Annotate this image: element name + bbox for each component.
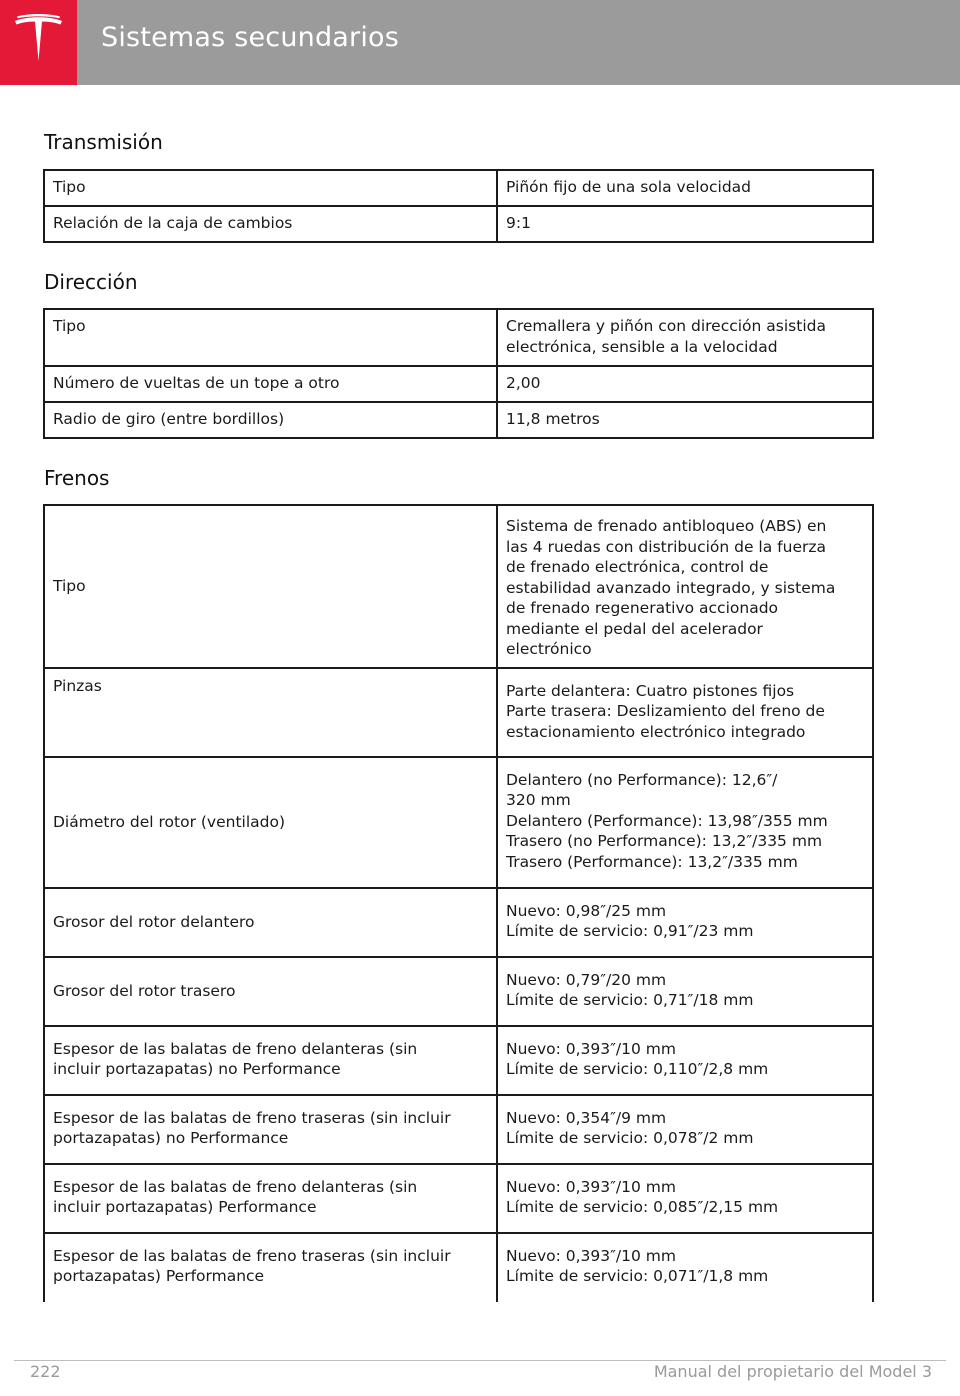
spec-value-line: 2,00 (506, 374, 541, 392)
spec-value-line: de frenado regenerativo accionado (506, 599, 779, 617)
table-row (44, 402, 873, 438)
spec-value-line: Límite de servicio: 0,110″/2,8 mm (506, 1060, 769, 1078)
spec-value-line: Trasero (Performance): 13,2″/335 mm (506, 852, 798, 871)
spec-label: Tipo (44, 309, 497, 366)
spec-label (44, 1026, 497, 1095)
spec-value-line: 9:1 (506, 213, 531, 232)
spec-value-line: Nuevo: 0,393″/10 mm (506, 1039, 676, 1058)
page-header (0, 0, 960, 85)
table-row (44, 366, 873, 402)
section-title-transmission: Transmisión (44, 130, 163, 154)
section-title-steering: Dirección (44, 270, 138, 294)
spec-value (497, 402, 873, 438)
spec-value (497, 170, 873, 206)
spec-label: Diámetro del rotor (ventilado) (44, 757, 497, 888)
spec-label-line: portazapatas) no Performance (53, 1129, 289, 1147)
spec-value (497, 1164, 873, 1233)
brakes-table (43, 504, 874, 1302)
spec-label (44, 1095, 497, 1164)
brand-logo-box (0, 0, 77, 85)
table-row (44, 309, 873, 366)
spec-value-line: Límite de servicio: 0,71″/18 mm (506, 991, 754, 1009)
spec-value-line: Delantero (Performance): 13,98″/355 mm (506, 811, 828, 830)
table-row (44, 1164, 873, 1233)
page-title: Sistemas secundarios (101, 22, 400, 53)
spec-value (497, 957, 873, 1026)
spec-value-line: 11,8 metros (506, 410, 600, 428)
spec-value (497, 206, 873, 242)
spec-value-line: Nuevo: 0,354″/9 mm (506, 1108, 667, 1127)
spec-value-line: Sistema de frenado antibloqueo (ABS) en (506, 517, 827, 535)
spec-value-line: estacionamiento electrónico integrado (506, 722, 806, 741)
spec-value (497, 1233, 873, 1302)
spec-value-line: Parte trasera: Deslizamiento del freno de (506, 702, 825, 720)
spec-value-line: electrónica, sensible a la velocidad (506, 337, 778, 356)
table-row (44, 888, 873, 957)
spec-label-line: Espesor de las balatas de freno traseras (sin incluir (53, 1108, 451, 1127)
spec-label: Tipo (44, 170, 497, 206)
spec-value-line: 320 mm (506, 791, 571, 809)
page-number: 222 (30, 1362, 61, 1381)
spec-value-line: mediante el pedal del acelerador (506, 619, 763, 638)
footer-divider (14, 1360, 946, 1361)
table-row (44, 668, 873, 757)
table-row (44, 1026, 873, 1095)
spec-value-line: Cremallera y piñón con dirección asistida (506, 317, 826, 335)
spec-label: Pinzas (44, 668, 497, 757)
spec-value-line: Delantero (no Performance): 12,6″/ (506, 770, 778, 789)
spec-label (44, 1233, 497, 1302)
spec-value-line: electrónico (506, 640, 592, 658)
spec-value (497, 1095, 873, 1164)
table-row (44, 1095, 873, 1164)
spec-label: Grosor del rotor delantero (44, 888, 497, 957)
spec-label-line: portazapatas) Performance (53, 1267, 265, 1285)
spec-label: Radio de giro (entre bordillos) (44, 402, 497, 438)
spec-value-line: Parte delantera: Cuatro pistones fijos (506, 681, 795, 700)
spec-value-line: Límite de servicio: 0,085″/2,15 mm (506, 1198, 779, 1216)
table-row (44, 505, 873, 668)
spec-value-line: Trasero (no Performance): 13,2″/335 mm (506, 832, 823, 850)
spec-value (497, 309, 873, 366)
tesla-logo-icon (12, 14, 65, 70)
transmission-table (43, 169, 874, 243)
spec-label (44, 1164, 497, 1233)
spec-label-line: Espesor de las balatas de freno delanteras (sin (53, 1177, 418, 1196)
spec-value (497, 757, 873, 888)
spec-label-line: incluir portazapatas) Performance (53, 1198, 317, 1216)
spec-value-line: Nuevo: 0,98″/25 mm (506, 901, 667, 920)
spec-label-line: Espesor de las balatas de freno delanteras (sin (53, 1039, 418, 1058)
table-row (44, 757, 873, 888)
spec-value-line: Nuevo: 0,393″/10 mm (506, 1177, 676, 1196)
spec-value-line: Nuevo: 0,79″/20 mm (506, 970, 667, 989)
spec-label: Grosor del rotor trasero (44, 957, 497, 1026)
table-row (44, 957, 873, 1026)
spec-value (497, 888, 873, 957)
spec-value (497, 1026, 873, 1095)
steering-table (43, 308, 874, 439)
spec-value (497, 505, 873, 668)
table-row (44, 170, 873, 206)
spec-value-line: las 4 ruedas con distribución de la fuerza (506, 537, 826, 556)
table-row (44, 1233, 873, 1302)
spec-value-line: de frenado electrónica, control de (506, 558, 769, 576)
spec-label-line: Espesor de las balatas de freno traseras (sin incluir (53, 1246, 451, 1265)
spec-label-line: incluir portazapatas) no Performance (53, 1060, 341, 1078)
spec-value-line: Límite de servicio: 0,91″/23 mm (506, 922, 754, 940)
spec-value (497, 366, 873, 402)
spec-value (497, 668, 873, 757)
spec-value-line: Nuevo: 0,393″/10 mm (506, 1246, 676, 1265)
header-title-bar (77, 0, 960, 85)
spec-value-line: Límite de servicio: 0,078″/2 mm (506, 1129, 754, 1147)
spec-value-line: Límite de servicio: 0,071″/1,8 mm (506, 1267, 769, 1285)
manual-name: Manual del propietario del Model 3 (653, 1362, 932, 1381)
spec-value-line: Piñón fijo de una sola velocidad (506, 178, 752, 196)
table-row (44, 206, 873, 242)
spec-label: Número de vueltas de un tope a otro (44, 366, 497, 402)
spec-value-line: estabilidad avanzado integrado, y sistema (506, 578, 836, 597)
spec-label: Tipo (44, 505, 497, 668)
section-title-brakes: Frenos (44, 466, 110, 490)
spec-label: Relación de la caja de cambios (44, 206, 497, 242)
